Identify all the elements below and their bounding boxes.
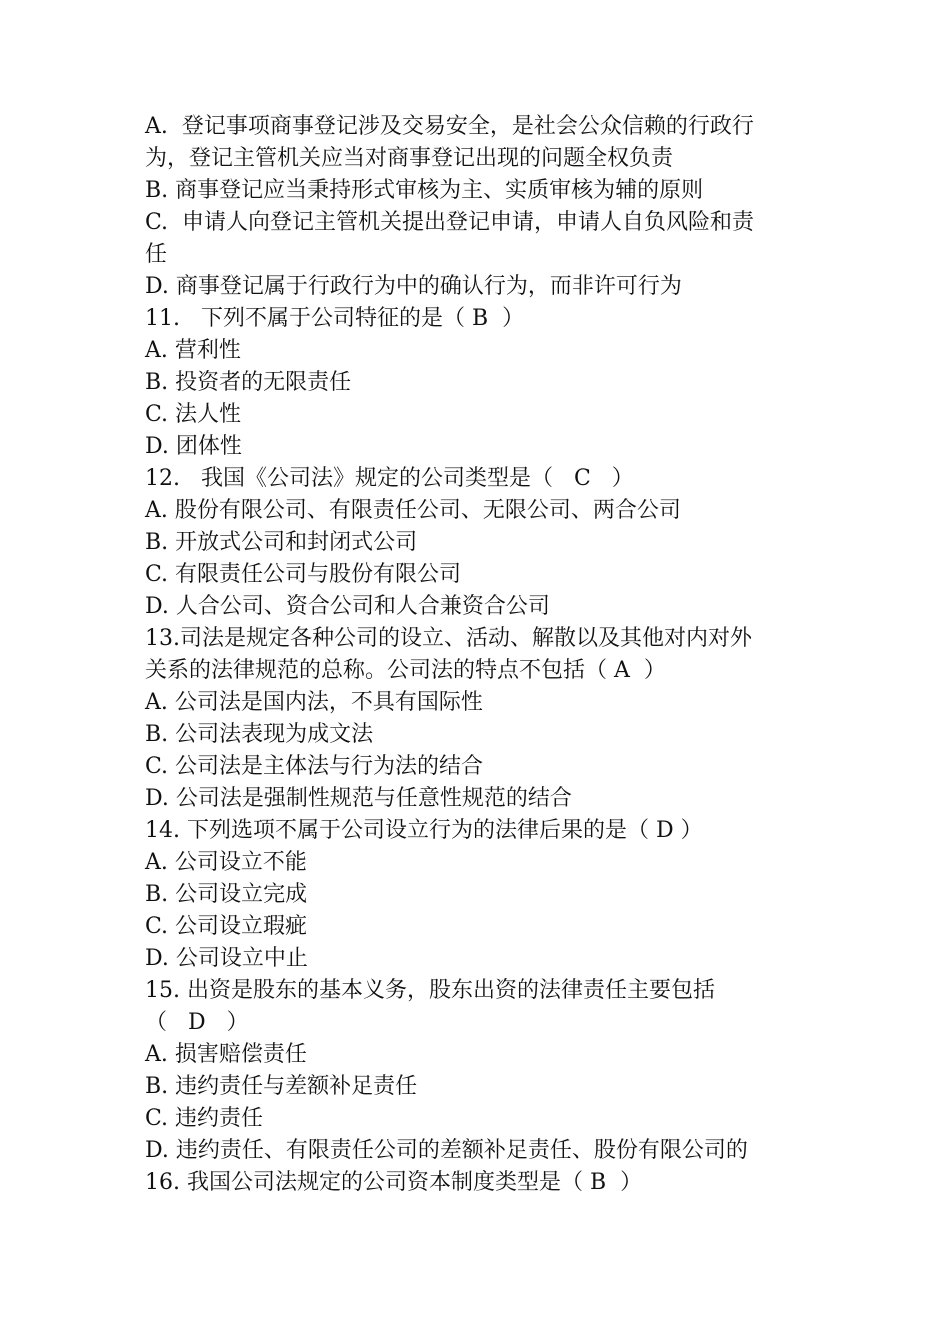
question-line: 13.司法是规定各种公司的设立、活动、解散以及其他对内对外 [145,626,752,651]
question-line: 11. 下列不属于公司特征的是（ B ） [145,306,525,331]
text-line: D. 商事登记属于行政行为中的确认行为，而非许可行为 [145,274,682,299]
text-line: 任 [145,242,168,267]
option-line: D. 人合公司、资合公司和人合兼资合公司 [145,594,550,619]
option-line: D. 公司设立中止 [145,946,308,971]
option-line: A. 公司法是国内法，不具有国际性 [145,690,483,715]
option-line: C. 有限责任公司与股份有限公司 [145,562,462,587]
option-line: A. 股份有限公司、有限责任公司、无限公司、两合公司 [145,498,681,523]
option-line: C. 公司设立瑕疵 [145,914,308,939]
question-line: 16. 我国公司法规定的公司资本制度类型是（ B ） [145,1170,643,1195]
question-line: （ D ） [145,1010,249,1035]
option-line: A. 损害赔偿责任 [145,1042,307,1067]
option-line: A. 公司设立不能 [145,850,307,875]
option-line: D. 公司法是强制性规范与任意性规范的结合 [145,786,572,811]
option-line: D. 违约责任、有限责任公司的差额补足责任、股份有限公司的 [145,1138,748,1163]
option-line: B. 开放式公司和封闭式公司 [145,530,418,555]
option-line: B. 公司设立完成 [145,882,308,907]
text-line: A. 登记事项商事登记涉及交易安全，是社会公众信赖的行政行 [145,114,754,139]
question-line: 14. 下列选项不属于公司设立行为的法律后果的是（ D ） [145,818,703,843]
option-line: B. 违约责任与差额补足责任 [145,1074,418,1099]
document-body [145,111,815,1199]
text-line: 为，登记主管机关应当对商事登记出现的问题全权负责 [145,146,674,171]
option-line: B. 投资者的无限责任 [145,370,352,395]
question-line: 15. 出资是股东的基本义务，股东出资的法律责任主要包括 [145,978,715,1003]
option-line: C. 法人性 [145,402,242,427]
option-line: C. 公司法是主体法与行为法的结合 [145,754,484,779]
question-line: 12. 我国《公司法》规定的公司类型是（ C ） [145,466,634,491]
text-line: B. 商事登记应当秉持形式审核为主、实质审核为辅的原则 [145,178,704,203]
text-line: C. 申请人向登记主管机关提出登记申请，申请人自负风险和责 [145,210,755,235]
option-line: C. 违约责任 [145,1106,264,1131]
option-line: B. 公司法表现为成文法 [145,722,374,747]
question-line: 关系的法律规范的总称。公司法的特点不包括（ A ） [145,658,666,683]
option-line: A. 营利性 [145,338,241,363]
option-line: D. 团体性 [145,434,242,459]
